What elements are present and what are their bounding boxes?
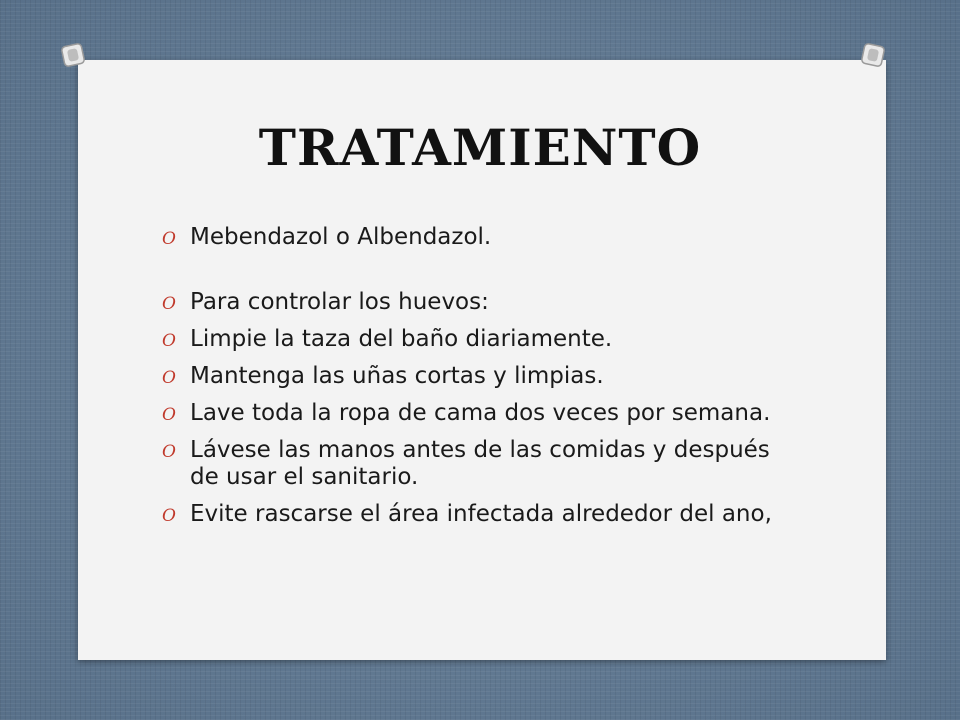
bullet-list	[162, 224, 802, 538]
bullet-item	[162, 400, 802, 427]
bullet-marker-icon: O	[162, 229, 176, 249]
bullet-marker-icon: O	[162, 405, 176, 425]
bullet-text: Lave toda la ropa de cama dos veces por semana.	[190, 400, 771, 426]
pushpin-icon	[860, 42, 886, 68]
bullet-marker-icon: O	[162, 506, 176, 526]
bullet-item	[162, 363, 802, 390]
bullet-text: Lávese las manos antes de las comidas y después de usar el sanitario.	[190, 437, 770, 490]
bullet-marker-icon: O	[162, 442, 176, 462]
bullet-text: Mantenga las uñas cortas y limpias.	[190, 363, 604, 389]
bullet-item	[162, 437, 802, 491]
bullet-text: Limpie la taza del baño diariamente.	[190, 326, 613, 352]
slide-title: TRATAMIENTO	[258, 118, 702, 177]
bullet-text: Para controlar los huevos:	[190, 289, 489, 315]
bullet-text: Mebendazol o Albendazol.	[190, 224, 492, 250]
bullet-item	[162, 289, 802, 316]
bullet-text: Evite rascarse el área infectada alrededor del ano,	[190, 501, 772, 527]
bullet-marker-icon: O	[162, 294, 176, 314]
bullet-item	[162, 501, 802, 528]
bullet-marker-icon: O	[162, 368, 176, 388]
pushpin-icon	[60, 42, 86, 68]
bullet-marker-icon: O	[162, 331, 176, 351]
bullet-item	[162, 326, 802, 353]
bullet-item	[162, 224, 802, 251]
